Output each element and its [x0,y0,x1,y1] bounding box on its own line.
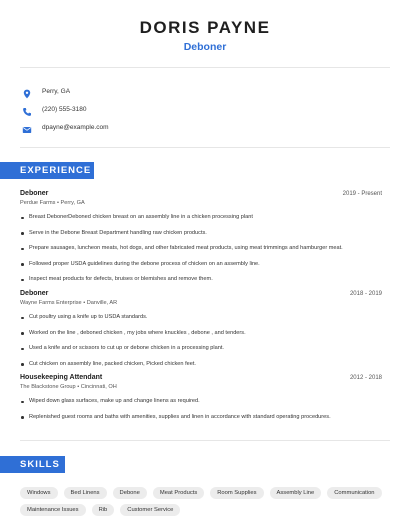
job-company: Wayne Farms Enterprise [20,300,82,306]
job-company-line: Perdue Farms • Perry, GA [20,200,85,206]
job-bullet: Breast DebonerDeboned chicken breast on an assembly line in a chicken processing plant [20,210,382,226]
job-title: Deboner [20,290,49,297]
job-entry [20,190,382,288]
phone-text: (220) 555-3180 [42,105,87,113]
job-bullet: Used a knife and or scissors to cut up or debone chicken in a processing plant. [20,341,382,357]
job-bullet: Wiped down glass surfaces, make up and change linens as required. [20,394,382,410]
job-company-line: Wayne Farms Enterprise • Danville, AR [20,300,118,306]
job-location: Perry, GA [60,200,85,206]
skill-chip: Communication [327,487,381,499]
skill-chip: Assembly Line [270,487,322,499]
candidate-name: DORIS PAYNE [139,18,271,37]
job-bullets [20,310,382,372]
skill-chip: Debone [113,487,147,499]
skill-chip: Meat Products [153,487,204,499]
skills-heading: SKILLS [0,456,65,473]
job-bullet: Prepare sausages, luncheon meats, hot dogs, and other fabricated meat products, using meat trimmings and hamburger meat. [20,241,382,257]
divider-top [20,67,390,68]
location-text: Perry, GA [42,87,71,95]
job-location: Danville, AR [86,300,118,306]
divider-experience [20,440,390,441]
job-bullets [20,394,382,425]
job-bullet: Cut poultry using a knife up to USDA standards. [20,310,382,326]
job-bullet: Serve in the Debone Breast Department handling raw chicken products. [20,226,382,242]
skill-chip: Rib [92,504,115,516]
skill-chip: Bed Linens [64,487,107,499]
skill-chip: Room Supplies [210,487,263,499]
candidate-role: Deboner [183,41,227,53]
contact-location [22,82,109,100]
divider-contact [20,147,390,148]
job-title: Housekeeping Attendant [20,374,103,381]
contact-phone [22,100,109,118]
job-bullet: Cut chicken on assembly line, packed chicken, Picked chicken feet. [20,357,382,373]
job-dates: 2012 - 2018 [349,375,382,381]
skill-chip: Customer Service [120,504,180,516]
job-company: Perdue Farms [20,200,56,206]
job-title: Deboner [20,190,49,197]
phone-icon [22,104,32,114]
contact-email [22,118,109,136]
job-bullet: Worked on the line , deboned chicken , my jobs where knuckles , debone , and tenders. [20,326,382,342]
experience-heading: EXPERIENCE [0,162,94,179]
job-entry [20,290,382,372]
job-bullets [20,210,382,288]
skill-chip: Maintenance Issues [20,504,86,516]
job-company: The Blackstone Group [20,384,76,390]
mail-icon [22,122,32,132]
skills-list [20,487,390,516]
job-bullet: Replenished guest rooms and baths with amenities, supplies and linen in accordance with standard operating procedures. [20,410,382,426]
email-text: dpayne@example.com [42,123,109,131]
job-bullet: Followed proper USDA guidelines during the debone process of chicken on an assembly line. [20,257,382,273]
skill-chip: Windows [20,487,58,499]
contact-block [22,82,109,136]
job-location: Cincinnati, OH [80,384,117,390]
job-entry [20,374,382,425]
job-dates: 2018 - 2019 [349,291,382,297]
job-company-line: The Blackstone Group • Cincinnati, OH [20,384,117,390]
job-bullet: Inspect meat products for defects, bruises or blemishes and remove them. [20,272,382,288]
map-pin-icon [22,86,32,96]
job-dates: 2019 - Present [342,191,382,197]
